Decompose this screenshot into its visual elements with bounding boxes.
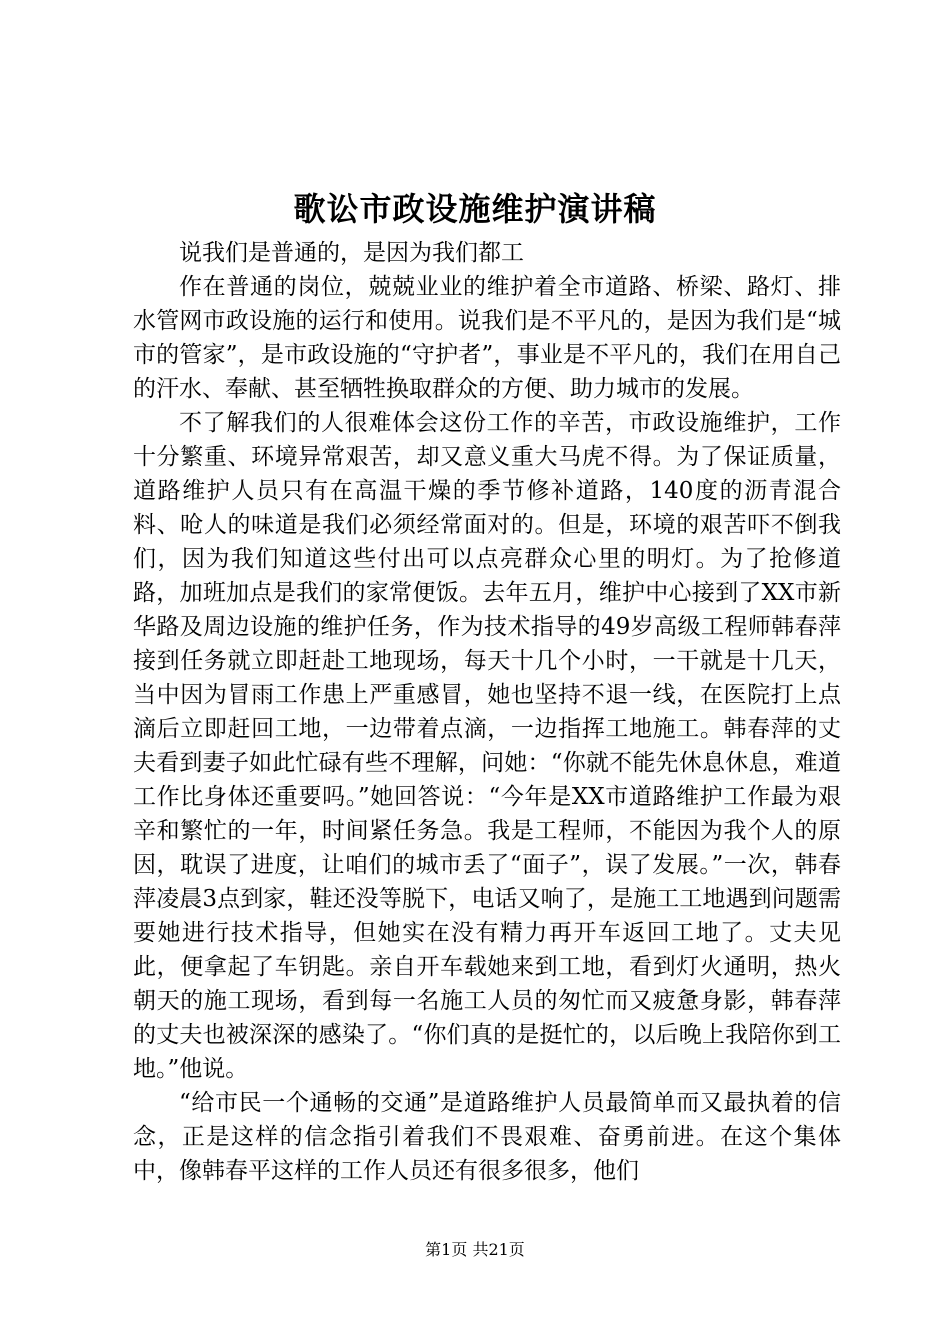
page-number: 第1页 共21页: [425, 1240, 525, 1259]
paragraph: 不了解我们的人很难体会这份工作的辛苦，市政设施维护，工作十分繁重、环境异常艰苦，却又意义重大马虎不得。为了保证质量，道路维护人员只有在高温干燥的季节修补道路，140度的沥青混合料、呛人的味道是我们必须经常面对的。但是，环境的艰苦吓不倒我们，因为我们知道这些付出可以点亮群众心里的明灯。为了抢修道路，加班加点是我们的家常便饭。去年五月，维护中心接到了XX市新华路及周边设施的维护任务，作为技术指导的49岁高级工程师韩春萍接到任务就立即赶赴工地现场，每天十几个小时，一干就是十几天，当中因为冒雨工作患上严重感冒，她也坚持不退一线，在医院打上点滴后立即赶回工地，一边带着点滴，一边指挥工地施工。韩春萍的丈夫看到妻子如此忙碌有些不理解，问她：“你就不能先休息休息，难道工作比身体还重要吗。”她回答说：“今年是XX市道路维护工作最为艰辛和繁忙的一年，时间紧任务急。我是工程师，不能因为我个人的原因，耽误了进度，让咱们的城市丢了“面子”，误了发展。”一次，韩春萍凌晨3点到家，鞋还没等脱下，电话又响了，是施工工地遇到问题需要她进行技术指导，但她实在没有精力再开车返回工地了。丈夫见此，便拿起了车钥匙。亲自开车载她来到工地，看到灯火通明，热火朝天的施工现场，看到每一名施工人员的匆忙而又疲惫身影，韩春萍的丈夫也被深深的感染了。“你们真的是挺忙的，以后晚上我陪你到工地。”他说。: [133, 410, 841, 1082]
document-title: 歌讼市政设施维护演讲稿: [293, 190, 657, 228]
document-body: [133, 236, 841, 1188]
paragraph: “给市民一个通畅的交通”是道路维护人员最简单而又最执着的信念，正是这样的信念指引着我们不畏艰难、奋勇前进。在这个集体中，像韩春平这样的工作人员还有很多很多，他们: [133, 1090, 841, 1184]
paragraph: 说我们是普通的，是因为我们都工: [179, 240, 524, 266]
paragraph: 作在普通的岗位，兢兢业业的维护着全市道路、桥梁、路灯、排水管网市政设施的运行和使用。说我们是不平凡的，是因为我们是“城市的管家”，是市政设施的“守护者”，事业是不平凡的，我们在用自己的汗水、奉献、甚至牺牲换取群众的方便、助力城市的发展。: [133, 274, 841, 402]
